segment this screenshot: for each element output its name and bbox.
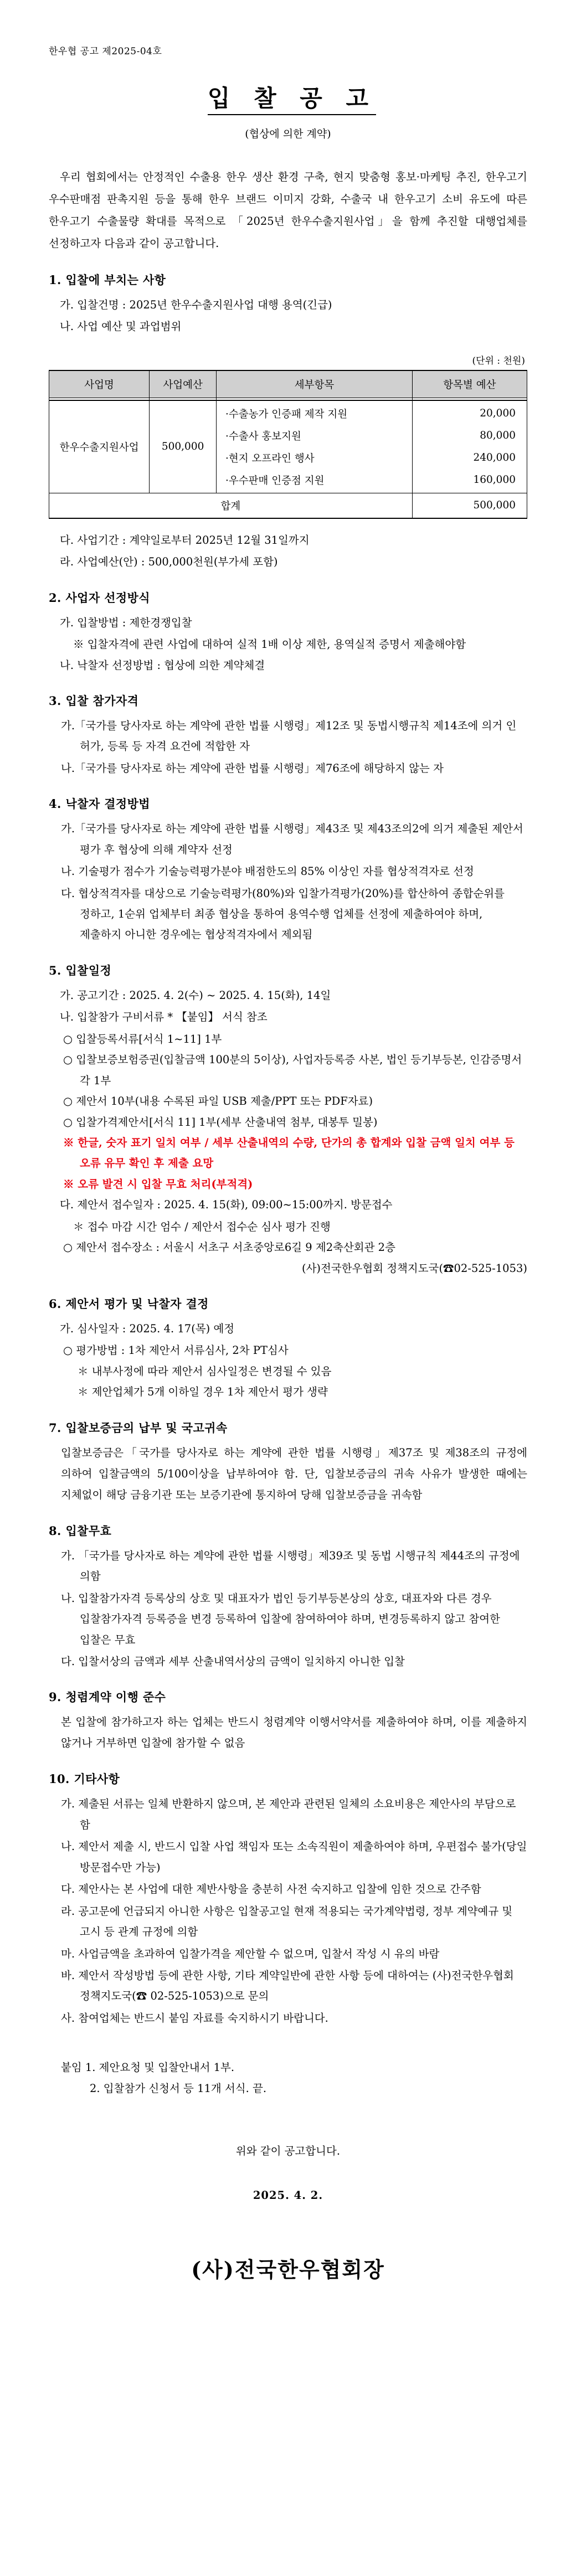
section-10-item-6: 사. 참여업체는 반드시 붙임 자료를 숙지하시기 바랍니다. bbox=[61, 2011, 328, 2024]
budget-table-head bbox=[49, 370, 527, 400]
closing-note: 위와 같이 공고합니다. bbox=[235, 2145, 341, 2158]
attachment-item-2: 2. 입찰참가 신청서 등 11개 서식. 끝. bbox=[90, 2082, 267, 2095]
section-2-title bbox=[49, 589, 527, 606]
page-title bbox=[49, 80, 527, 114]
section-2-heading: 사업자 선정방식 bbox=[65, 590, 150, 605]
section-5-tail-0: 다. 제안서 접수일자 : 2025. 4. 15(화), 09:00~15:00까지. 방문접수 bbox=[60, 1198, 393, 1212]
section-4 bbox=[49, 795, 527, 945]
section-9 bbox=[49, 1688, 527, 1754]
section-10-number: 10. bbox=[49, 1772, 70, 1786]
section-4-heading: 낙찰자 결정방법 bbox=[65, 797, 150, 811]
section-6-item-2: ＊ 내부사정에 따라 제안서 심사일정은 변경될 수 있음 bbox=[78, 1364, 332, 1378]
section-2 bbox=[49, 589, 527, 676]
section-6-item-1: ○ 평가방법 : 1차 제안서 서류심사, 2차 PT심사 bbox=[63, 1344, 289, 1357]
intro-paragraph: 우리 협회에서는 안정적인 수출용 한우 생산 환경 구축, 현지 맞춤형 홍보·마케팅 추진, 한우고기 우수판매점 판촉지원 등을 통해 한우 브랜드 이미지 강화, 수출국 내 한우고기 소비 유도에 따른 한우고기 수출물량 확대를 목적으로 「2025년 한우수출지원사업」을 함께 추진할 대행업체를 선정하고자 다음과 같이 공고합니다. bbox=[49, 171, 527, 250]
section-5-bullet-0: ○ 입찰등록서류[서식 1~11] 1부 bbox=[63, 1032, 222, 1045]
section-1-item-1: 나. 사업 예산 및 과업범위 bbox=[60, 320, 182, 333]
section-8 bbox=[49, 1522, 527, 1672]
section-5-bullet-3: ○ 입찰가격제안서[서식 11] 1부(세부 산출내역 첨부, 대봉투 밀봉) bbox=[63, 1115, 378, 1129]
section-5-title bbox=[49, 962, 527, 978]
section-3-heading: 입찰 참가자격 bbox=[65, 693, 139, 708]
section-7 bbox=[49, 1419, 527, 1506]
budget-table bbox=[49, 370, 527, 519]
cell-project-name: 한우수출지원사업 bbox=[49, 400, 150, 493]
section-6-title bbox=[49, 1295, 527, 1312]
section-10-item-4: 마. 사업금액을 초과하여 입찰가격을 제안할 수 없으며, 입찰서 작성 시 유의 바람 bbox=[61, 1947, 440, 1960]
section-10-title bbox=[49, 1770, 527, 1787]
section-6-item-3: ＊ 제안업체가 5개 이하일 경우 1차 제안서 평가 생략 bbox=[78, 1385, 328, 1399]
section-4-item-0: 가.「국가를 당사자로 하는 계약에 관한 법률 시행령」제43조 및 제43조의2에 의거 제출된 제안서 평가 후 협상에 의해 계약자 선정 bbox=[61, 822, 523, 856]
section-3-item-0: 가.「국가를 당사자로 하는 계약에 관한 법률 시행령」제12조 및 동법시행규칙 제14조에 의거 인 허가, 등록 등 자격 요건에 적합한 자 bbox=[61, 719, 517, 753]
attachment-list bbox=[49, 2057, 527, 2099]
section-10-heading: 기타사항 bbox=[74, 1772, 120, 1786]
section-8-item-0: 가. 「국가를 당사자로 하는 계약에 관한 법률 시행령」제39조 및 동법 시행규칙 제44조의 규정에 의함 bbox=[61, 1549, 520, 1583]
section-10-item-1: 나. 제안서 제출 시, 반드시 입찰 사업 책임자 또는 소속직원이 제출하여야 하며, 우편접수 불가(당일 방문접수만 가능) bbox=[61, 1840, 527, 1874]
section-5-warning-1: ※ 오류 발견 시 입찰 무효 처리(부적격) bbox=[63, 1177, 253, 1191]
section-1-item-2: 다. 사업기간 : 계약일로부터 2025년 12월 31일까지 bbox=[60, 533, 310, 547]
section-9-number: 9. bbox=[49, 1690, 61, 1704]
section-5-tail-2: ○ 제안서 접수장소 : 서울시 서초구 서초중앙로6길 9 제2축산회관 2층 bbox=[63, 1241, 395, 1254]
table-unit-note: (단위 : 천원) bbox=[472, 355, 525, 367]
section-5-bullet-1: ○ 입찰보증보험증권(입찰금액 100분의 5이상), 사업자등록증 사본, 법인 등기부등본, 인감증명서 각 1부 bbox=[63, 1053, 522, 1087]
section-1-title bbox=[49, 271, 527, 288]
section-10 bbox=[49, 1770, 527, 2028]
col-header-item-budget: 항목별 예산 bbox=[412, 370, 527, 398]
section-2-number: 2. bbox=[49, 590, 61, 605]
cell-item-amount-1: 80,000 bbox=[412, 425, 527, 447]
section-5-item-1: 나. 입찰참가 구비서류 * 【붙임】 서식 참조 bbox=[60, 1011, 268, 1024]
section-9-heading: 청렴계약 이행 준수 bbox=[65, 1690, 166, 1704]
section-8-heading: 입찰무효 bbox=[65, 1523, 112, 1538]
section-10-item-0: 가. 제출된 서류는 일체 반환하지 않으며, 본 제안과 관련된 일체의 소요비용은 제안사의 부담으로 함 bbox=[61, 1797, 516, 1831]
section-5-bullet-2: ○ 제안서 10부(내용 수록된 파일 USB 제출/PPT 또는 PDF자료) bbox=[63, 1095, 373, 1108]
cell-detail-item-0: ·수출농가 인증패 제작 지원 bbox=[217, 400, 413, 425]
budget-table-foot bbox=[49, 493, 527, 518]
section-5-contact-line: (사)전국한우협회 정책지도국(☎02-525-1053) bbox=[301, 1261, 527, 1275]
section-3 bbox=[49, 692, 527, 779]
signature-line: (사)전국한우협회장 bbox=[191, 2257, 385, 2283]
section-5-number: 5. bbox=[49, 963, 61, 977]
section-1-item-3: 라. 사업예산(안) : 500,000천원(부가세 포함) bbox=[60, 555, 278, 569]
cell-total-amount: 500,000 bbox=[412, 493, 527, 518]
section-6-heading: 제안서 평가 및 낙찰자 결정 bbox=[65, 1297, 209, 1311]
section-5-tail-1: ＊ 접수 마감 시간 엄수 / 제안서 접수순 심사 평가 진행 bbox=[73, 1220, 331, 1233]
section-8-item-1: 나. 입찰참가자격 등록상의 상호 및 대표자가 법인 등기부등본상의 상호, 대표자와 다른 경우 입찰참가자격 등록증을 변경 등록하여 입찰에 참여하여야 하며, 변경등록하지 않고 참여한 입찰은 무효 bbox=[61, 1591, 500, 1646]
section-8-number: 8. bbox=[49, 1523, 61, 1538]
section-4-title bbox=[49, 795, 527, 812]
section-2-item-0: 가. 입찰방법 : 제한경쟁입찰 bbox=[60, 616, 192, 629]
section-1-heading: 입찰에 부치는 사항 bbox=[65, 272, 166, 287]
section-2-item-1: ※ 입찰자격에 관련 사업에 대하여 실적 1배 이상 제한, 용역실적 증명서 제출해야함 bbox=[73, 638, 466, 651]
col-header-detail-item: 세부항목 bbox=[217, 370, 413, 398]
document-number: 한우협 공고 제2025-04호 bbox=[49, 46, 162, 57]
table-header-row bbox=[49, 370, 527, 398]
section-7-body: 입찰보증금은「국가를 당사자로 하는 계약에 관한 법률 시행령」제37조 및 제38조의 규정에 의하여 입찰금액의 5/100이상을 납부하여야 함. 단, 입찰보증금의 귀속 사유가 발생한 때에는 지체없이 해당 금융기관 또는 보증기관에 통지하여 당해 입찰보증금을 귀속함 bbox=[61, 1446, 527, 1501]
section-7-number: 7. bbox=[49, 1420, 61, 1435]
section-9-title bbox=[49, 1688, 527, 1705]
section-6-item-0: 가. 심사일자 : 2025. 4. 17(목) 예정 bbox=[60, 1322, 235, 1335]
section-7-heading: 입찰보증금의 납부 및 국고귀속 bbox=[65, 1420, 228, 1435]
section-8-item-2: 다. 입찰서상의 금액과 세부 산출내역서상의 금액이 일치하지 아니한 입찰 bbox=[61, 1655, 405, 1668]
section-3-title bbox=[49, 692, 527, 709]
section-5-heading: 입찰일정 bbox=[65, 963, 112, 977]
section-5 bbox=[49, 962, 527, 1279]
section-5-warning-0: ※ 한글, 숫자 표기 일치 여부 / 세부 산출내역의 수량, 단가의 총 합계와 입찰 금액 일치 여부 등 오류 유무 확인 후 제출 요망 bbox=[63, 1136, 515, 1170]
section-3-item-1: 나.「국가를 당사자로 하는 계약에 관한 법률 시행령」제76조에 해당하지 않는 자 bbox=[61, 761, 444, 775]
col-header-project-budget: 사업예산 bbox=[150, 370, 217, 398]
section-8-title bbox=[49, 1522, 527, 1539]
cell-item-amount-2: 240,000 bbox=[412, 447, 527, 469]
page-title-text: 입 찰 공 고 bbox=[208, 85, 376, 115]
table-total-row bbox=[49, 493, 527, 518]
cell-project-budget: 500,000 bbox=[150, 400, 217, 493]
page-subtitle: (협상에 의한 계약) bbox=[245, 128, 331, 140]
section-4-item-2: 다. 협상적격자를 대상으로 기술능력평가(80%)와 입찰가격평가(20%)를 합산하여 종합순위를 정하고, 1순위 업체부터 최종 협상을 통하여 용역수행 업체를 선정에 제출하여야 하며, 제출하지 아니한 경우에는 협상적격자에서 제외됨 bbox=[61, 887, 505, 941]
cell-total-label: 합계 bbox=[49, 493, 413, 518]
section-1-item-0: 가. 입찰건명 : 2025년 한우수출지원사업 대행 용역(긴급) bbox=[60, 298, 332, 311]
attachment-item-1: 붙임 1. 제안요청 및 입찰안내서 1부. bbox=[61, 2061, 235, 2074]
cell-item-amount-0: 20,000 bbox=[412, 400, 527, 425]
section-10-item-5: 바. 제안서 작성방법 등에 관한 사항, 기타 계약일반에 관한 사항 등에 대하여는 (사)전국한우협회 정책지도국(☎ 02-525-1053)으로 문의 bbox=[61, 1969, 514, 2003]
section-4-item-1: 나. 기술평가 점수가 기술능력평가분야 배점한도의 85% 이상인 자를 협상적격자로 선정 bbox=[61, 865, 474, 878]
section-6 bbox=[49, 1295, 527, 1403]
cell-detail-item-3: ·우수판매 인증점 지원 bbox=[217, 469, 413, 493]
section-2-item-2: 나. 낙찰자 선정방법 : 협상에 의한 계약체결 bbox=[60, 658, 265, 672]
section-3-number: 3. bbox=[49, 693, 61, 708]
section-1 bbox=[49, 271, 527, 573]
section-7-title bbox=[49, 1419, 527, 1436]
col-header-project-name: 사업명 bbox=[49, 370, 150, 398]
section-1-number: 1. bbox=[49, 272, 61, 287]
table-row bbox=[49, 400, 527, 425]
section-5-item-0: 가. 공고기간 : 2025. 4. 2(수) ~ 2025. 4. 15(화), 14일 bbox=[60, 988, 331, 1002]
section-4-number: 4. bbox=[49, 797, 61, 811]
closing-date: 2025. 4. 2. bbox=[253, 2189, 323, 2202]
section-10-item-3: 라. 공고문에 언급되지 아니한 사항은 입찰공고일 현재 적용되는 국가계약법령, 정부 계약예규 및 고시 등 관계 규정에 의함 bbox=[61, 1904, 513, 1939]
section-9-body: 본 입찰에 참가하고자 하는 업체는 반드시 청렴계약 이행서약서를 제출하여야 하며, 이를 제출하지 않거나 거부하면 입찰에 참가할 수 없음 bbox=[61, 1715, 527, 1750]
section-10-item-2: 다. 제안사는 본 사업에 대한 제반사항을 충분히 사전 숙지하고 입찰에 임한 것으로 간주함 bbox=[61, 1883, 481, 1896]
budget-table-body bbox=[49, 400, 527, 493]
section-6-number: 6. bbox=[49, 1297, 61, 1311]
cell-item-amount-3: 160,000 bbox=[412, 469, 527, 493]
cell-detail-item-1: ·수출사 홍보지원 bbox=[217, 425, 413, 447]
cell-detail-item-2: ·현지 오프라인 행사 bbox=[217, 447, 413, 469]
